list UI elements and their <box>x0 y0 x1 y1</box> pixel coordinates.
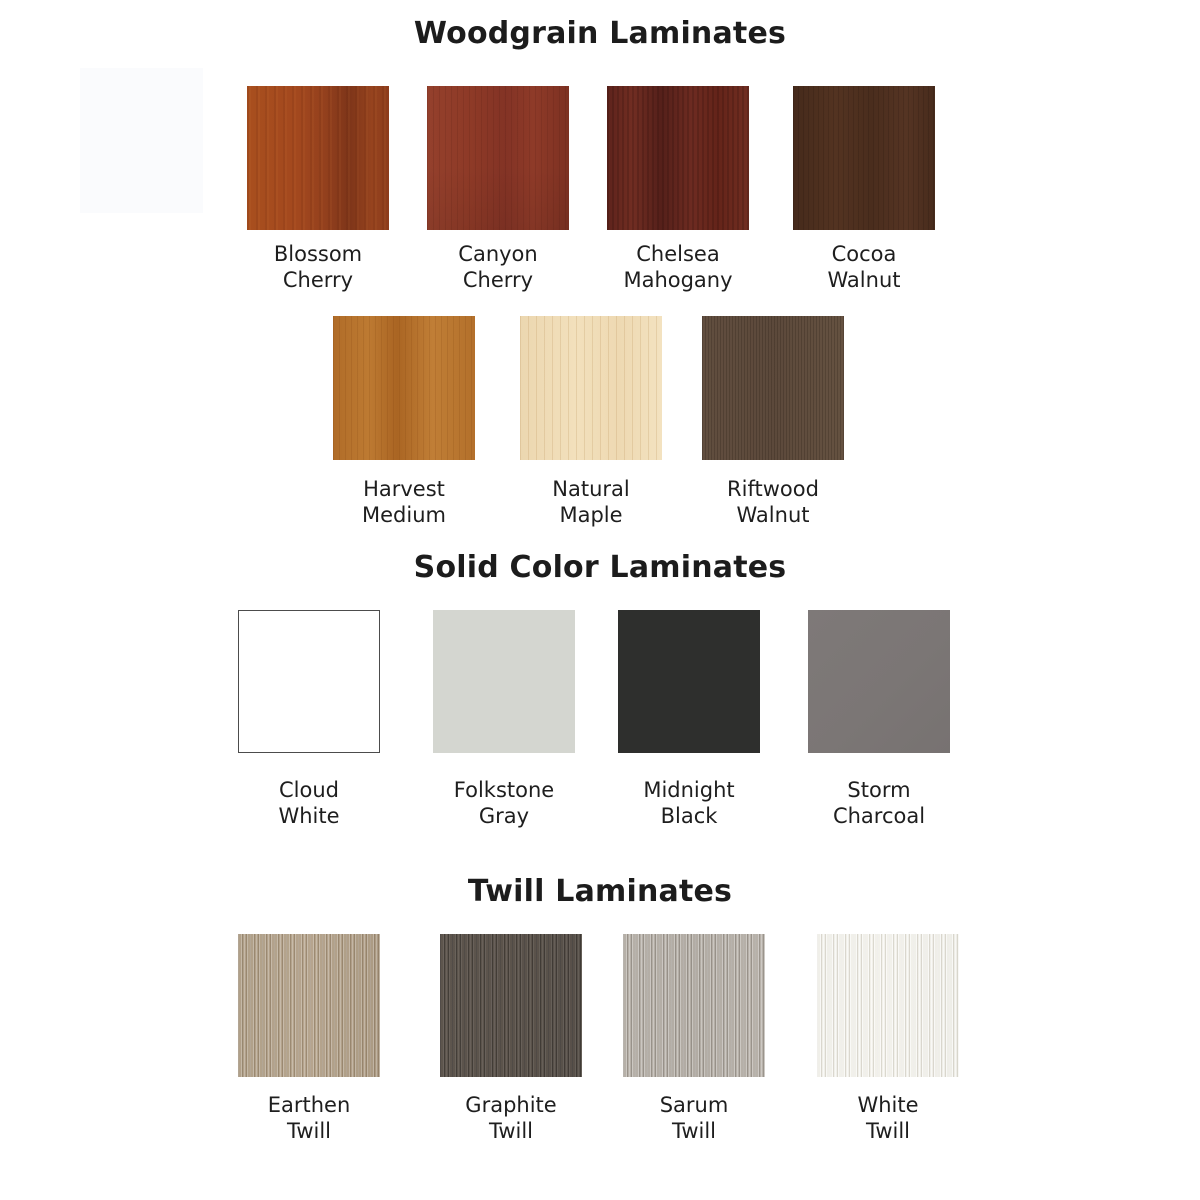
graphite-twill-swatch-image <box>440 934 582 1077</box>
faint-white-square <box>80 68 203 213</box>
label-line: Midnight <box>643 778 735 802</box>
canyon-cherry-label <box>458 241 537 293</box>
label-line: Charcoal <box>832 804 926 828</box>
chelsea-mahogany-label <box>623 241 732 293</box>
label-line: Sarum <box>659 1093 729 1117</box>
label-line: Twill <box>286 1119 332 1143</box>
natural-maple-label <box>552 476 629 528</box>
label-line: White <box>278 804 340 828</box>
swatch-folkstone-gray <box>433 610 575 828</box>
label-line: Twill <box>671 1119 717 1143</box>
label-line: Medium <box>362 503 446 527</box>
white-twill-swatch-image <box>817 934 959 1077</box>
cloud-white-swatch-image <box>238 610 380 753</box>
section-title-woodgrain: Woodgrain Laminates <box>413 16 787 51</box>
swatch-storm-charcoal <box>808 610 950 828</box>
swatch-cloud-white <box>238 610 380 828</box>
label-line: Twill <box>865 1119 911 1143</box>
earthen-twill-label <box>268 1092 351 1144</box>
section-title-twill: Twill Laminates <box>467 874 733 909</box>
label-line: Canyon <box>458 242 538 266</box>
graphite-twill-label <box>465 1092 556 1144</box>
swatch-canyon-cherry <box>427 86 569 292</box>
swatch-harvest-medium <box>333 316 475 527</box>
cocoa-walnut-swatch-image <box>793 86 935 230</box>
white-twill-label <box>857 1092 918 1144</box>
label-line: Riftwood <box>727 477 819 501</box>
label-line: Blossom <box>273 242 363 266</box>
swatch-earthen-twill <box>238 934 380 1143</box>
harvest-medium-swatch-image <box>333 316 475 460</box>
label-line: Folkstone <box>453 778 555 802</box>
swatch-riftwood-walnut <box>702 316 844 527</box>
cloud-white-label <box>278 777 339 829</box>
label-line: Mahogany <box>623 268 733 292</box>
midnight-black-swatch-image <box>618 610 760 753</box>
label-line: Storm <box>847 778 911 802</box>
swatch-chelsea-mahogany <box>607 86 749 292</box>
canyon-cherry-swatch-image <box>427 86 569 230</box>
riftwood-walnut-label <box>727 476 819 528</box>
swatch-sarum-twill <box>623 934 765 1143</box>
swatch-graphite-twill <box>440 934 582 1143</box>
label-line: Natural <box>552 477 630 501</box>
harvest-medium-label <box>362 476 446 528</box>
swatch-midnight-black <box>618 610 760 828</box>
blossom-cherry-label <box>274 241 362 293</box>
swatch-blossom-cherry <box>247 86 389 292</box>
folkstone-gray-label <box>454 777 554 829</box>
label-line: Cherry <box>462 268 534 292</box>
midnight-black-label <box>643 777 734 829</box>
blossom-cherry-swatch-image <box>247 86 389 230</box>
natural-maple-swatch-image <box>520 316 662 460</box>
label-line: Walnut <box>827 268 901 292</box>
label-line: Cocoa <box>831 242 897 266</box>
swatch-white-twill <box>817 934 959 1143</box>
label-line: Maple <box>559 503 623 527</box>
label-line: Twill <box>488 1119 534 1143</box>
swatch-natural-maple <box>520 316 662 527</box>
earthen-twill-swatch-image <box>238 934 380 1077</box>
label-line: Walnut <box>736 503 810 527</box>
chelsea-mahogany-swatch-image <box>607 86 749 230</box>
label-line: Graphite <box>465 1093 557 1117</box>
storm-charcoal-label <box>833 777 925 829</box>
folkstone-gray-swatch-image <box>433 610 575 753</box>
riftwood-walnut-swatch-image <box>702 316 844 460</box>
label-line: Earthen <box>267 1093 351 1117</box>
label-line: Harvest <box>363 477 445 501</box>
label-line: White <box>857 1093 919 1117</box>
section-title-solid-color: Solid Color Laminates <box>413 550 787 585</box>
storm-charcoal-swatch-image <box>808 610 950 753</box>
sarum-twill-swatch-image <box>623 934 765 1077</box>
label-line: Cloud <box>279 778 339 802</box>
label-line: Black <box>660 804 718 828</box>
label-line: Gray <box>478 804 530 828</box>
sarum-twill-label <box>660 1092 729 1144</box>
cocoa-walnut-label <box>828 241 901 293</box>
label-line: Chelsea <box>636 242 720 266</box>
swatch-cocoa-walnut <box>793 86 935 292</box>
label-line: Cherry <box>282 268 354 292</box>
